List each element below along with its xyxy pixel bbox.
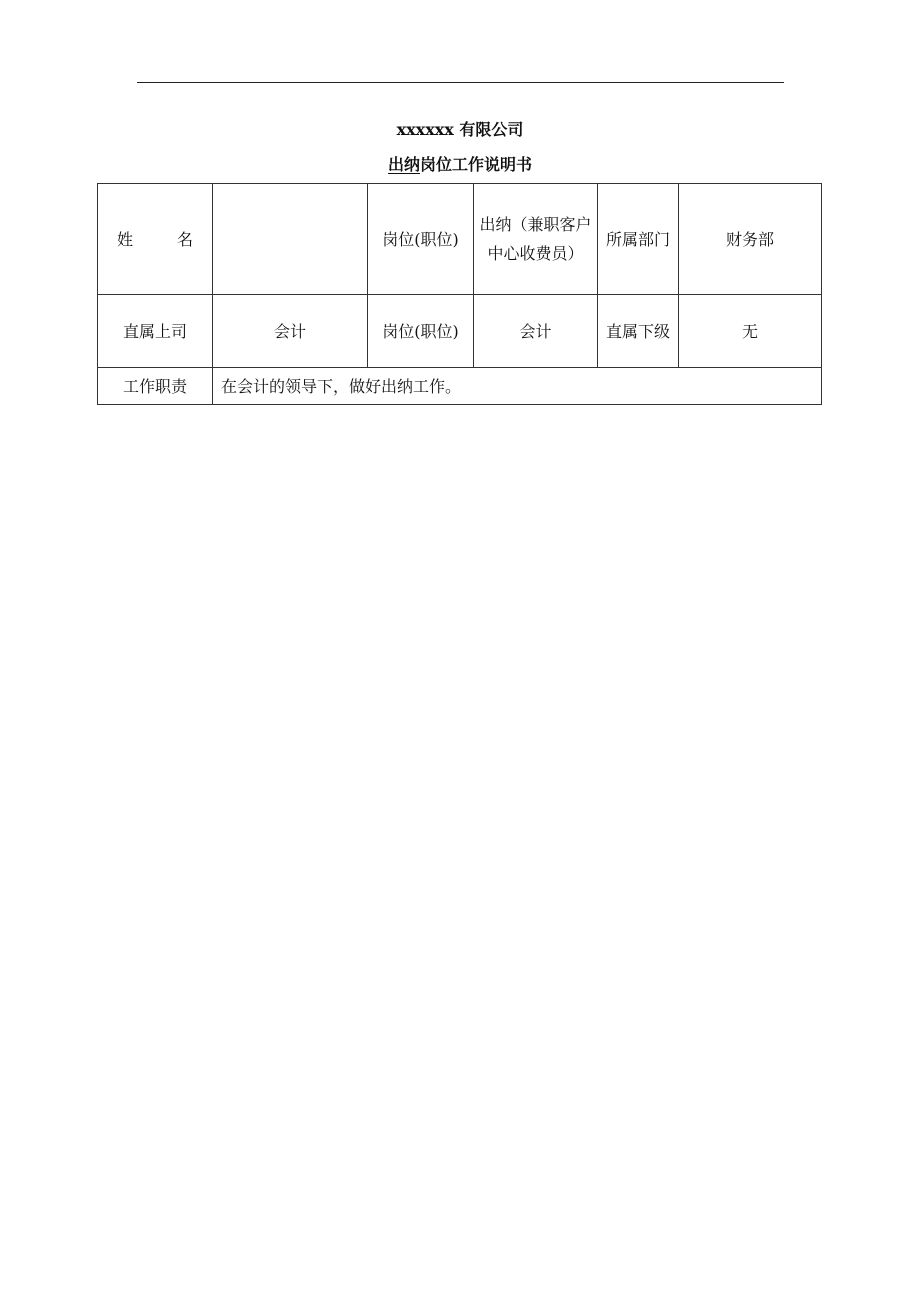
duty-value-cell: 在会计的领导下，做好出纳工作。 bbox=[213, 368, 822, 405]
job-spec-table bbox=[97, 183, 822, 405]
superior-value-cell: 会计 bbox=[213, 295, 368, 368]
title-rest: 岗位工作说明书 bbox=[420, 155, 533, 174]
name-label-part-1: 姓 bbox=[116, 229, 133, 249]
dept-value-cell: 财务部 bbox=[679, 184, 822, 295]
subordinate-value-cell: 无 bbox=[679, 295, 822, 368]
table-row bbox=[98, 295, 822, 368]
position-value-cell: 出纳（兼职客户中心收费员） bbox=[474, 184, 598, 295]
document-title bbox=[0, 153, 920, 177]
position-value-cell-2: 会计 bbox=[474, 295, 598, 368]
title-underlined-part: 出纳 bbox=[387, 155, 420, 174]
name-label-part-2: 名 bbox=[177, 229, 194, 249]
subordinate-label-cell: 直属下级 bbox=[598, 295, 679, 368]
name-value-cell[interactable] bbox=[213, 184, 368, 295]
duty-label-cell: 工作职责 bbox=[98, 368, 213, 405]
position-label-cell: 岗位(职位) bbox=[368, 184, 474, 295]
superior-label-cell: 直属上司 bbox=[98, 295, 213, 368]
dept-label-cell: 所属部门 bbox=[598, 184, 679, 295]
table-row bbox=[98, 184, 822, 295]
company-name: xxxxxx 有限公司 bbox=[396, 120, 524, 139]
position-label-cell-2: 岗位(职位) bbox=[368, 295, 474, 368]
header-rule bbox=[137, 82, 784, 83]
name-label-cell bbox=[98, 184, 213, 295]
table-row bbox=[98, 368, 822, 405]
